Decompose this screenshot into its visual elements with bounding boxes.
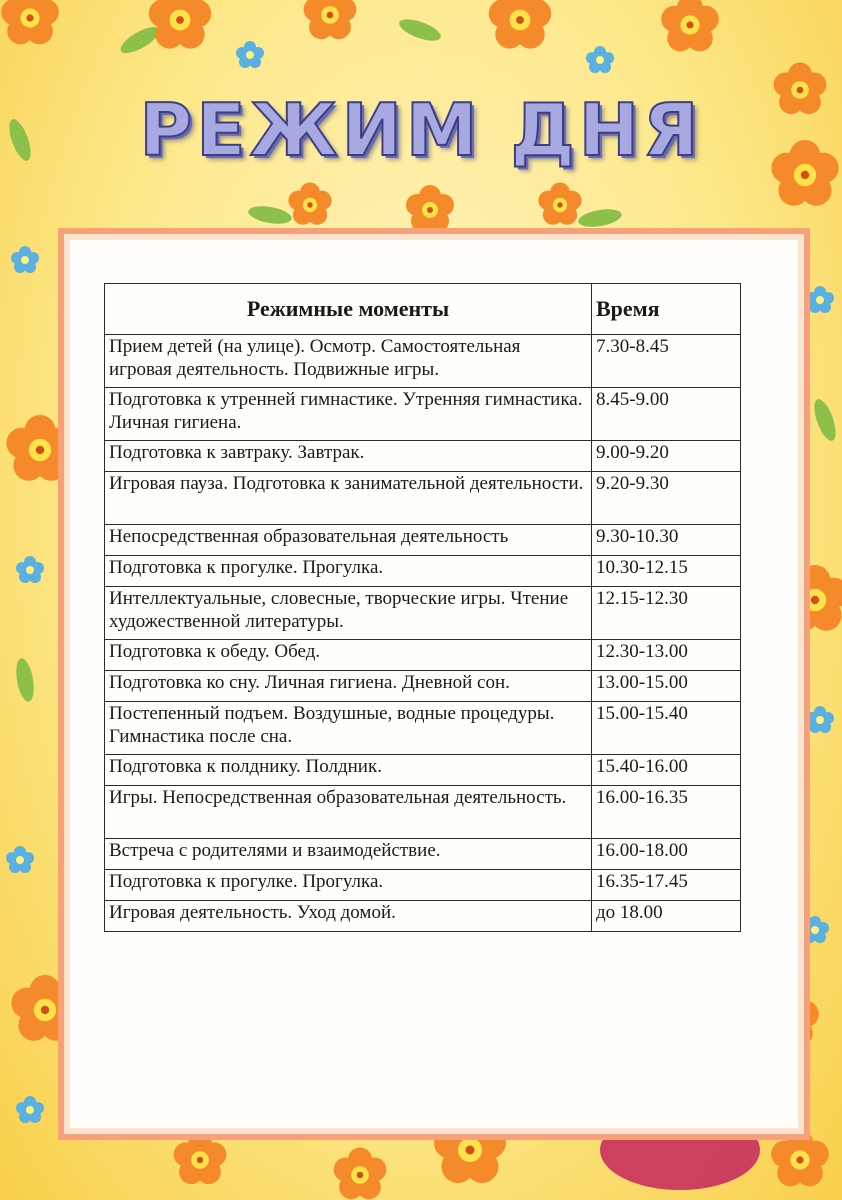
table-row	[105, 901, 741, 932]
table-row	[105, 755, 741, 786]
table-row	[105, 335, 741, 388]
time-cell: 16.35-17.45	[592, 870, 741, 901]
time-cell: 16.00-16.35	[592, 786, 741, 839]
table-row	[105, 839, 741, 870]
table-row	[105, 472, 741, 525]
activity-cell: Подготовка к завтраку. Завтрак.	[105, 441, 592, 472]
time-cell: 7.30-8.45	[592, 335, 741, 388]
activity-cell: Встреча с родителями и взаимодействие.	[105, 839, 592, 870]
page-title: РЕЖИМ ДНЯ	[139, 88, 703, 172]
time-cell: 8.45-9.00	[592, 388, 741, 441]
header-activities: Режимные моменты	[105, 284, 592, 335]
time-cell: 10.30-12.15	[592, 556, 741, 587]
time-cell: 9.30-10.30	[592, 525, 741, 556]
activity-cell: Интеллектуальные, словесные, творческие игры. Чтение художественной литературы.	[105, 587, 592, 640]
activity-cell: Игры. Непосредственная образовательная деятельность.	[105, 786, 592, 839]
table-row	[105, 786, 741, 839]
table-row	[105, 870, 741, 901]
activity-cell: Подготовка к утренней гимнастике. Утренняя гимнастика. Личная гигиена.	[105, 388, 592, 441]
table-row	[105, 525, 741, 556]
activity-cell: Постепенный подъем. Воздушные, водные процедуры. Гимнастика после сна.	[105, 702, 592, 755]
time-cell: 15.00-15.40	[592, 702, 741, 755]
time-cell: 12.30-13.00	[592, 640, 741, 671]
table-row	[105, 556, 741, 587]
activity-cell: Игровая деятельность. Уход домой.	[105, 901, 592, 932]
activity-cell: Игровая пауза. Подготовка к занимательной деятельности.	[105, 472, 592, 525]
activity-cell: Подготовка к прогулке. Прогулка.	[105, 556, 592, 587]
activity-cell: Непосредственная образовательная деятельность	[105, 525, 592, 556]
time-cell: 9.20-9.30	[592, 472, 741, 525]
activity-cell: Подготовка ко сну. Личная гигиена. Дневной сон.	[105, 671, 592, 702]
table-row	[105, 587, 741, 640]
table-row	[105, 441, 741, 472]
table-row	[105, 388, 741, 441]
time-cell: 12.15-12.30	[592, 587, 741, 640]
table-row	[105, 640, 741, 671]
header-time: Время	[592, 284, 741, 335]
time-cell: 9.00-9.20	[592, 441, 741, 472]
activity-cell: Подготовка к обеду. Обед.	[105, 640, 592, 671]
table-row	[105, 702, 741, 755]
table-row	[105, 671, 741, 702]
activity-cell: Подготовка к полднику. Полдник.	[105, 755, 592, 786]
activity-cell: Подготовка к прогулке. Прогулка.	[105, 870, 592, 901]
time-cell: 13.00-15.00	[592, 671, 741, 702]
time-cell: 16.00-18.00	[592, 839, 741, 870]
time-cell: 15.40-16.00	[592, 755, 741, 786]
time-cell: до 18.00	[592, 901, 741, 932]
schedule-table	[104, 283, 741, 932]
activity-cell: Прием детей (на улице). Осмотр. Самостоятельная игровая деятельность. Подвижные игры.	[105, 335, 592, 388]
table-header-row	[105, 284, 741, 335]
